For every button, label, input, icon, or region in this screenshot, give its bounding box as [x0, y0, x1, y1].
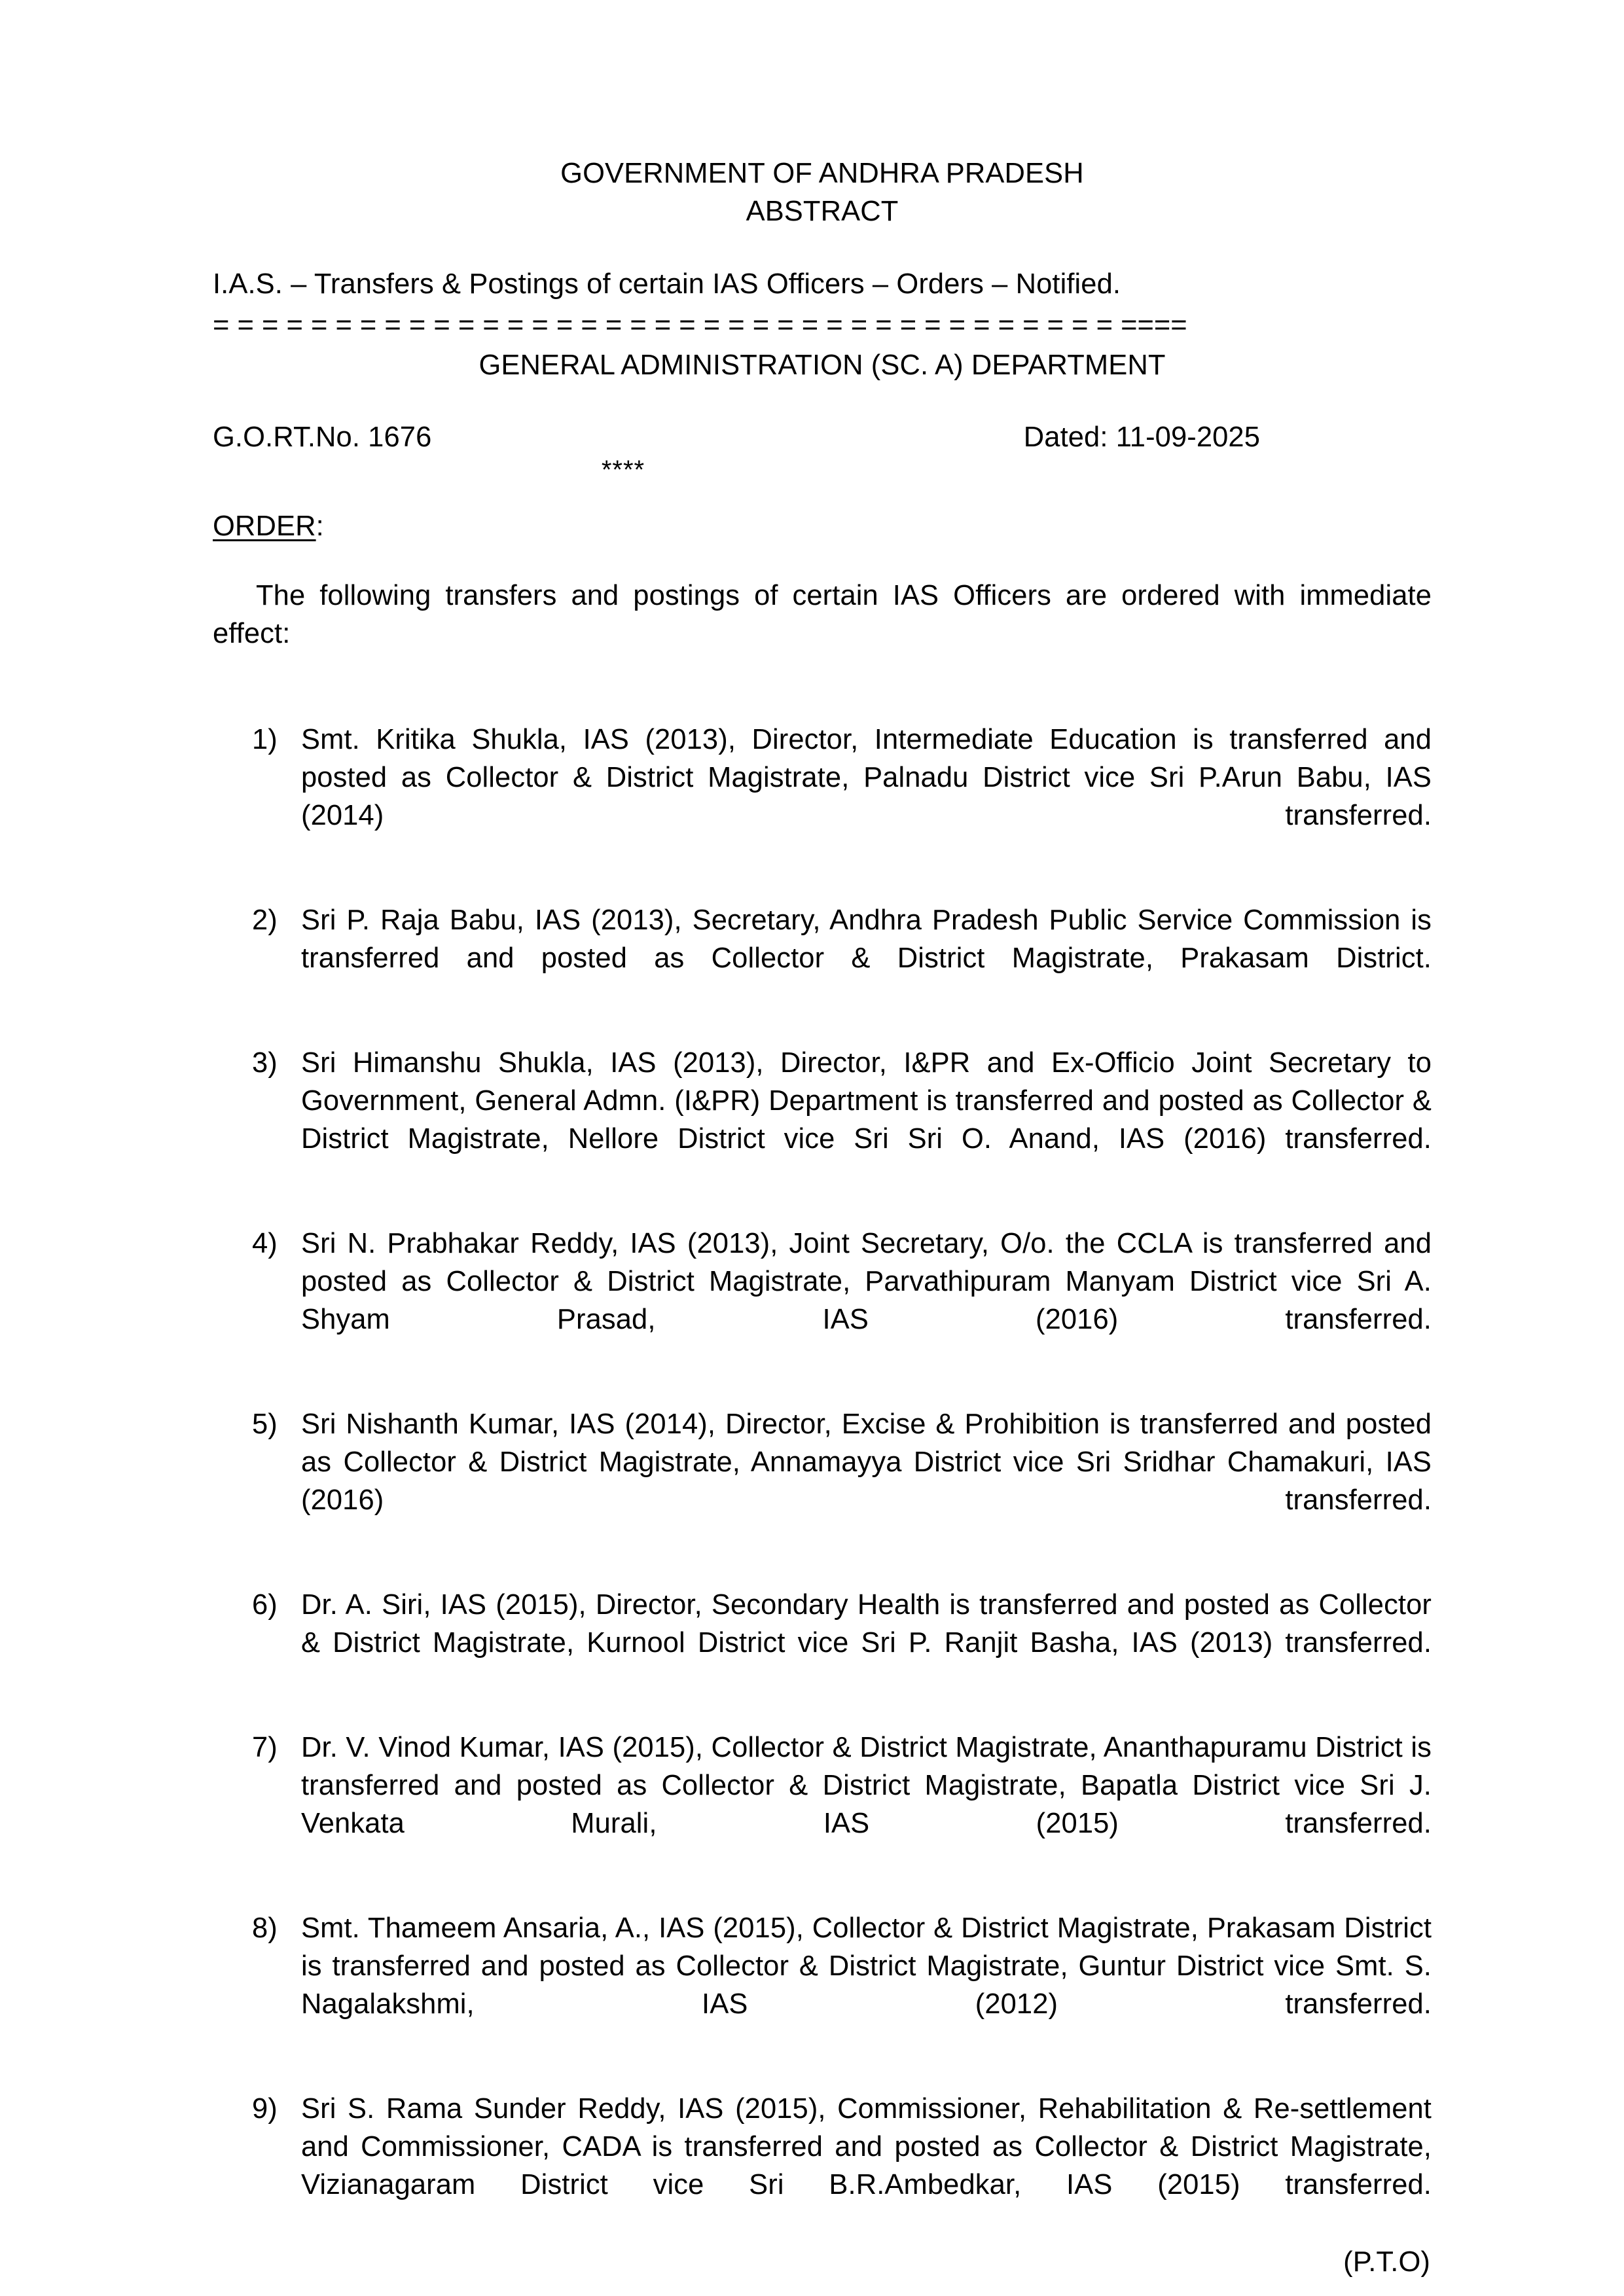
order-item — [213, 721, 1432, 872]
government-title: GOVERNMENT OF ANDHRA PRADESH — [560, 158, 1084, 189]
order-item-text: Smt. Kritika Shukla, IAS (2013), Director, Intermediate Education is transferred and posted as Collector & District Magistrate, Palnadu District vice Sri P.Arun Babu, IAS (2014) transferred. — [301, 724, 1432, 831]
order-item — [213, 1405, 1432, 1557]
order-item-text: Smt. Thameem Ansaria, A., IAS (2015), Collector & District Magistrate, Prakasam District is transferred and posted as Collector & District Magistrate, Guntur District vice Smt. S. Nagalakshmi, IAS (2012) transferred. — [301, 1912, 1432, 2020]
order-item-marker: 6) — [252, 1589, 278, 1621]
order-item-text: Sri P. Raja Babu, IAS (2013), Secretary, Andhra Pradesh Public Service Commission is transferred and posted as Collector & District Magistrate, Prakasam District. — [301, 905, 1432, 974]
order-item — [213, 1225, 1432, 1376]
order-item — [213, 901, 1432, 1015]
order-item-marker: 4) — [252, 1228, 278, 1259]
order-heading — [213, 507, 1432, 545]
order-item-marker: 3) — [252, 1047, 278, 1079]
order-item-text: Sri Himanshu Shukla, IAS (2013), Director, I&PR and Ex-Officio Joint Secretary to Government, General Admn. (I&PR) Department is transferred and posted as Collector & District Magistrate, Nellore District vice Sri Sri O. Anand, IAS (2016) transferred. — [301, 1047, 1432, 1155]
department-line: GENERAL ADMINISTRATION (SC. A) DEPARTMENT — [478, 350, 1166, 381]
order-item-marker: 5) — [252, 1408, 278, 1440]
go-number: G.O.RT.No. 1676 — [213, 422, 432, 453]
order-item-marker: 1) — [252, 724, 278, 755]
order-item-text: Sri Nishanth Kumar, IAS (2014), Director, Excise & Prohibition is transferred and posted as Collector & District Magistrate, Annamayya District vice Sri Sridhar Chamakuri, IAS (2016) transferred. — [301, 1408, 1432, 1516]
order-item-marker: 8) — [252, 1912, 278, 1944]
order-date: Dated: 11-09-2025 — [1023, 422, 1260, 453]
order-item — [213, 1909, 1432, 2061]
order-item-marker: 2) — [252, 905, 278, 936]
abstract-title: ABSTRACT — [746, 196, 899, 227]
orders-list — [213, 721, 1432, 2242]
order-item — [213, 1044, 1432, 1196]
pto-footer: (P.T.O) — [1343, 2246, 1430, 2278]
order-meta-row — [213, 418, 1432, 456]
document-body — [213, 0, 1432, 2296]
order-item — [213, 1586, 1432, 1700]
order-item — [213, 2090, 1432, 2242]
order-item-text: Sri S. Rama Sunder Reddy, IAS (2015), Commissioner, Rehabilitation & Re-settlement and Commissioner, CADA is transferred and posted as Collector & District Magistrate, Vizianagaram District vice Sri B.R.Ambedkar, IAS (2015) transferred. — [301, 2093, 1432, 2200]
separator-rule: = = = = = = = = = = = = = = = = = = = = = = = = = = = = = = = = = = = = = ==== — [213, 310, 1187, 341]
order-item-text: Dr. V. Vinod Kumar, IAS (2015), Collector & District Magistrate, Ananthapuramu District is transferred and posted as Collector & District Magistrate, Bapatla District vice Sri J. Venkata Murali, IAS (2015) transferred. — [301, 1732, 1432, 1839]
order-heading-text: ORDER — [213, 511, 316, 542]
order-item-marker: 7) — [252, 1732, 278, 1763]
intro-paragraph: The following transfers and postings of certain IAS Officers are ordered with immediate effect: — [213, 580, 1432, 649]
order-item-text: Dr. A. Siri, IAS (2015), Director, Secondary Health is transferred and posted as Collector & District Magistrate, Kurnool District vice Sri P. Ranjit Basha, IAS (2013) transferred. — [301, 1589, 1432, 1659]
stars-divider: **** — [601, 456, 645, 484]
order-item-text: Sri N. Prabhakar Reddy, IAS (2013), Joint Secretary, O/o. the CCLA is transferred and posted as Collector & District Magistrate, Parvathipuram Manyam District vice Sri A. Shyam Prasad, IAS (2016) transferred. — [301, 1228, 1432, 1335]
subject-line: I.A.S. – Transfers & Postings of certain IAS Officers – Orders – Notified. — [213, 268, 1121, 300]
order-item-marker: 9) — [252, 2093, 278, 2125]
order-item — [213, 1729, 1432, 1880]
order-heading-colon: : — [316, 511, 324, 542]
